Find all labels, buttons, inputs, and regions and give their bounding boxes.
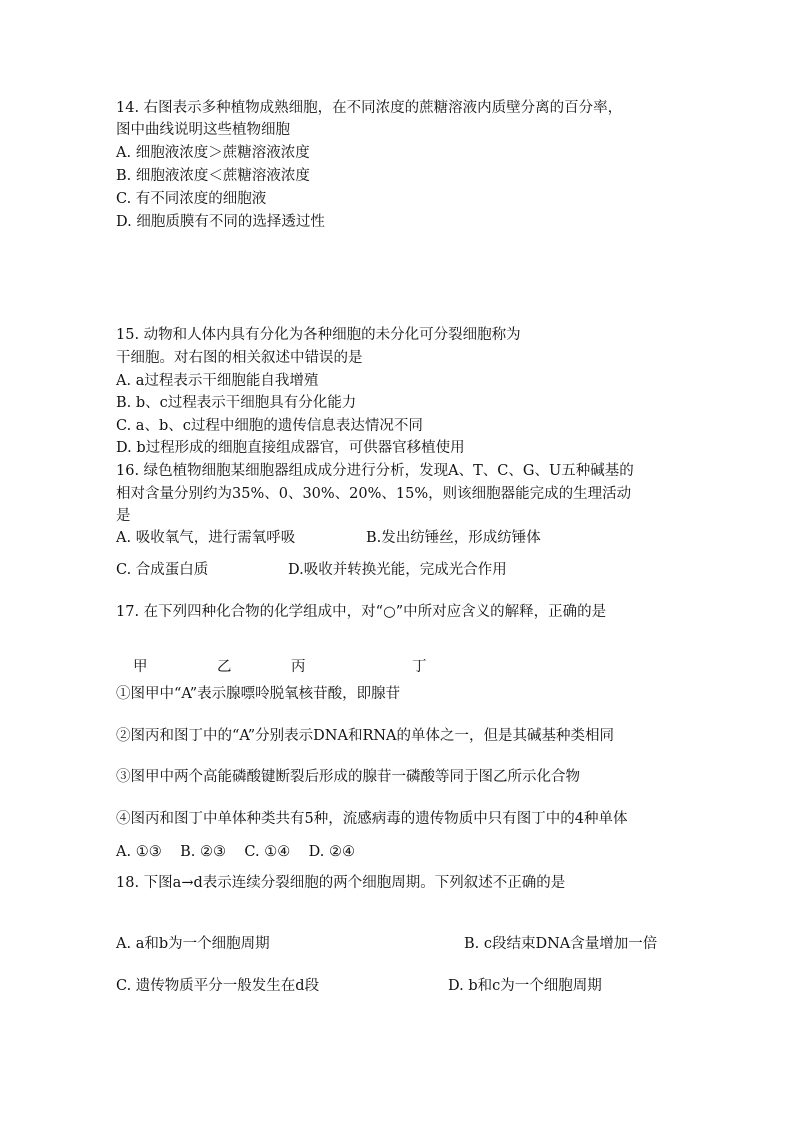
q15-option-b: B. b、c过程表示干细胞具有分化能力 — [116, 395, 357, 411]
q15-option-d: D. b过程形成的细胞直接组成器官，可供器官移植使用 — [116, 440, 465, 456]
q18-option-a: A. a和b为一个细胞周期 — [116, 936, 270, 952]
q17-label-bing: 丙 — [291, 659, 306, 675]
q16-option-b: B.发出纺锤丝，形成纺锤体 — [366, 530, 541, 546]
q17-label-ding: 丁 — [412, 659, 427, 675]
q14-option-a: A. 细胞液浓度＞蔗糖溶液浓度 — [116, 145, 310, 161]
q15-option-c: C. a、b、c过程中细胞的遗传信息表达情况不同 — [116, 418, 423, 434]
q17-statement-4: ④图丙和图丁中单体种类共有5种，流感病毒的遗传物质中只有图丁中的4种单体 — [116, 811, 628, 827]
q18-option-b: B. c段结束DNA含量增加一倍 — [464, 936, 658, 952]
q15-stem-line1: 15. 动物和人体内具有分化为各种细胞的未分化可分裂细胞称为 — [116, 327, 521, 343]
q17-statement-2: ②图丙和图丁中的“A”分别表示DNA和RNA的单体之一，但是其碱基种类相同 — [116, 728, 615, 744]
q14-option-c: C. 有不同浓度的细胞液 — [116, 191, 267, 207]
q18-option-c: C. 遗传物质平分一般发生在d段 — [116, 978, 320, 994]
q16-stem-line2: 相对含量分别约为35%、0、30%、20%、15%，则该细胞器能完成的生理活动 — [116, 486, 632, 502]
q15-option-a: A. a过程表示干细胞能自我增殖 — [116, 373, 319, 389]
q17-statement-1: ①图甲中“A”表示腺嘌呤脱氧核苷酸，即腺苷 — [116, 686, 401, 702]
q17-stem: 17. 在下列四种化合物的化学组成中，对“○”中所对应含义的解释，正确的是 — [116, 604, 607, 620]
q18-option-d: D. b和c为一个细胞周期 — [448, 978, 602, 994]
q14-option-d: D. 细胞质膜有不同的选择透过性 — [116, 214, 325, 230]
q18-stem: 18. 下图a→d表示连续分裂细胞的两个细胞周期。下列叙述不正确的是 — [116, 875, 566, 891]
q17-label-yi: 乙 — [217, 659, 232, 675]
q17-statement-3: ③图甲中两个高能磷酸键断裂后形成的腺苷一磷酸等同于图乙所示化合物 — [116, 769, 580, 785]
q17-label-jia: 甲 — [133, 659, 148, 675]
q17-options: A. ①③ B. ②③ C. ①④ D. ②④ — [116, 844, 355, 860]
q14-stem-line1: 14. 右图表示多种植物成熟细胞，在不同浓度的蔗糖溶液内质壁分离的百分率， — [116, 100, 623, 116]
q16-option-a: A. 吸收氧气，进行需氧呼吸 — [116, 530, 296, 546]
q14-stem-line2: 图中曲线说明这些植物细胞 — [116, 122, 290, 138]
q14-option-b: B. 细胞液浓度＜蔗糖溶液浓度 — [116, 168, 310, 184]
q16-stem-line1: 16. 绿色植物细胞某细胞器组成成分进行分析，发现A、T、C、G、U五种碱基的 — [116, 463, 634, 479]
q16-option-d: D.吸收并转换光能，完成光合作用 — [288, 562, 507, 578]
q15-stem-line2: 干细胞。对右图的相关叙述中错误的是 — [116, 350, 363, 366]
q16-stem-line3: 是 — [116, 508, 131, 524]
q16-option-c: C. 合成蛋白质 — [116, 562, 209, 578]
